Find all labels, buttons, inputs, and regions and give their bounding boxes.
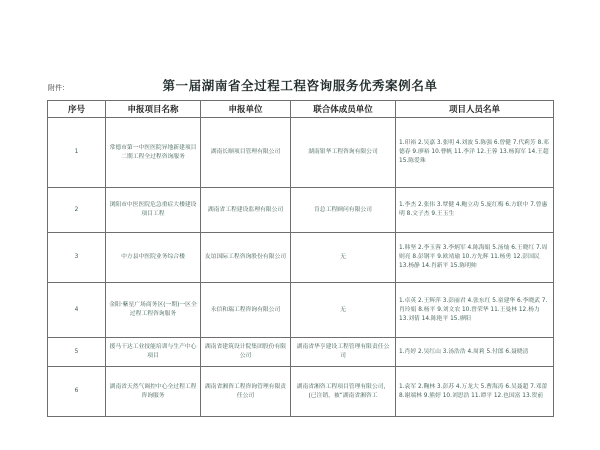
row-project: 常德市第一中医医院异地新建项目二期工程全过程咨询服务 xyxy=(106,118,201,188)
table-row xyxy=(48,367,554,417)
header-no: 序号 xyxy=(48,101,106,118)
row-no: 5 xyxy=(48,338,106,367)
table-header-row xyxy=(48,101,554,118)
row-unit: 湖南省建筑设计院集团股份有限公司 xyxy=(201,338,291,367)
row-member: 湖南银华工程咨询有限公司 xyxy=(291,118,396,188)
row-people: 1.韩坚 2.李玉蓉 3.李炳军 4.陈海娟 5.汤灿 6.王晓红 7.周则亮 8.彭钢平 9.欧靖瑜 10.方先辉 11.杨勇 12.彭国民 13.杨静 14.肖新平 15.陈明帅 xyxy=(396,233,554,283)
header-unit: 申报单位 xyxy=(201,101,291,118)
row-project: 中方县中医院业务综合楼 xyxy=(106,233,201,283)
row-no: 2 xyxy=(48,188,106,233)
row-member: 湖南省湘咨工程项目管理有限公司，(已注销，被“湖南省湘咨工 xyxy=(291,367,396,417)
row-project: 湖南省天然气调控中心全过程工程咨询服务 xyxy=(106,367,201,417)
row-project: 金阳·紫星广场商务区(一期)一区全过程工程咨询服务 xyxy=(106,283,201,338)
header-member: 联合体成员单位 xyxy=(291,101,396,118)
row-people: 1.袁军 2.鞠林 3.彭苏 4.万龙大 5.曹海涛 6.吴聂超 7.邓蕾 8.谢端林 9.熊婷 10.刘思浩 11.谭平 12.也国富 13.贺前 xyxy=(396,367,554,417)
row-unit: 湖南省湘咨工程咨询管理有限责任公司 xyxy=(201,367,291,417)
row-people: 1.肖婷 2.吴红山 3.汤浩浩 4.周莉 5.付郎 6.聂晓清 xyxy=(396,338,554,367)
table-row xyxy=(48,233,554,283)
row-people: 1.李杰 2.张伟 3.覃健 4.鲍立功 5.庞红梅 6.方联中 7.曾惠明 8.文子杰 9.王玉生 xyxy=(396,188,554,233)
row-member: 湖南省华亨建设工程管理有限责任公司 xyxy=(291,338,396,367)
row-unit: 湖南省工程建设监理有限公司 xyxy=(201,188,291,233)
table-row xyxy=(48,118,554,188)
row-people: 1.卓英 2.王辉萍 3.彭丽君 4.张东红 5.童建华 6.李晓武 7.肖玲娟 8.杨平 9.刘文农 10.曾荣华 11.王曼林 12.杨力 13.刘倩 14.陈艳平 15.廖阳 xyxy=(396,283,554,338)
row-member: 无 xyxy=(291,283,396,338)
row-project: 援马干达工业技能培训与生产中心项目 xyxy=(106,338,201,367)
row-project: 浏阳市中医医院危急重症大楼建设项目工程 xyxy=(106,188,201,233)
header-project: 申报项目名称 xyxy=(106,101,201,118)
honor-list-table xyxy=(47,100,554,417)
row-no: 3 xyxy=(48,233,106,283)
row-member: 肯总工程顾问有限公司 xyxy=(291,188,396,233)
table-row xyxy=(48,283,554,338)
row-people: 1.印裕 2.吴嘉 3.张明 4.刘波 5.陈强 6.曾健 7.代莉芳 8.邓德春 9.廖裕 10.曹帆 11.李洋 12.王蓉 13.杨海军 14.王超 15.陈爱珠 xyxy=(396,118,554,188)
page-title: 第一届湖南省全过程工程咨询服务优秀案例名单 xyxy=(162,78,438,93)
row-unit: 友谊国际工程咨询股份有限公司 xyxy=(201,233,291,283)
attachment-label: 附件： xyxy=(48,84,69,92)
table-row xyxy=(48,338,554,367)
row-unit: 永信和瑞工程咨询有限公司 xyxy=(201,283,291,338)
row-unit: 湖南长顺项目管理有限公司 xyxy=(201,118,291,188)
row-no: 6 xyxy=(48,367,106,417)
row-no: 1 xyxy=(48,118,106,188)
row-member: 无 xyxy=(291,233,396,283)
table-row xyxy=(48,188,554,233)
row-no: 4 xyxy=(48,283,106,338)
header-people: 项目人员名单 xyxy=(396,101,554,118)
